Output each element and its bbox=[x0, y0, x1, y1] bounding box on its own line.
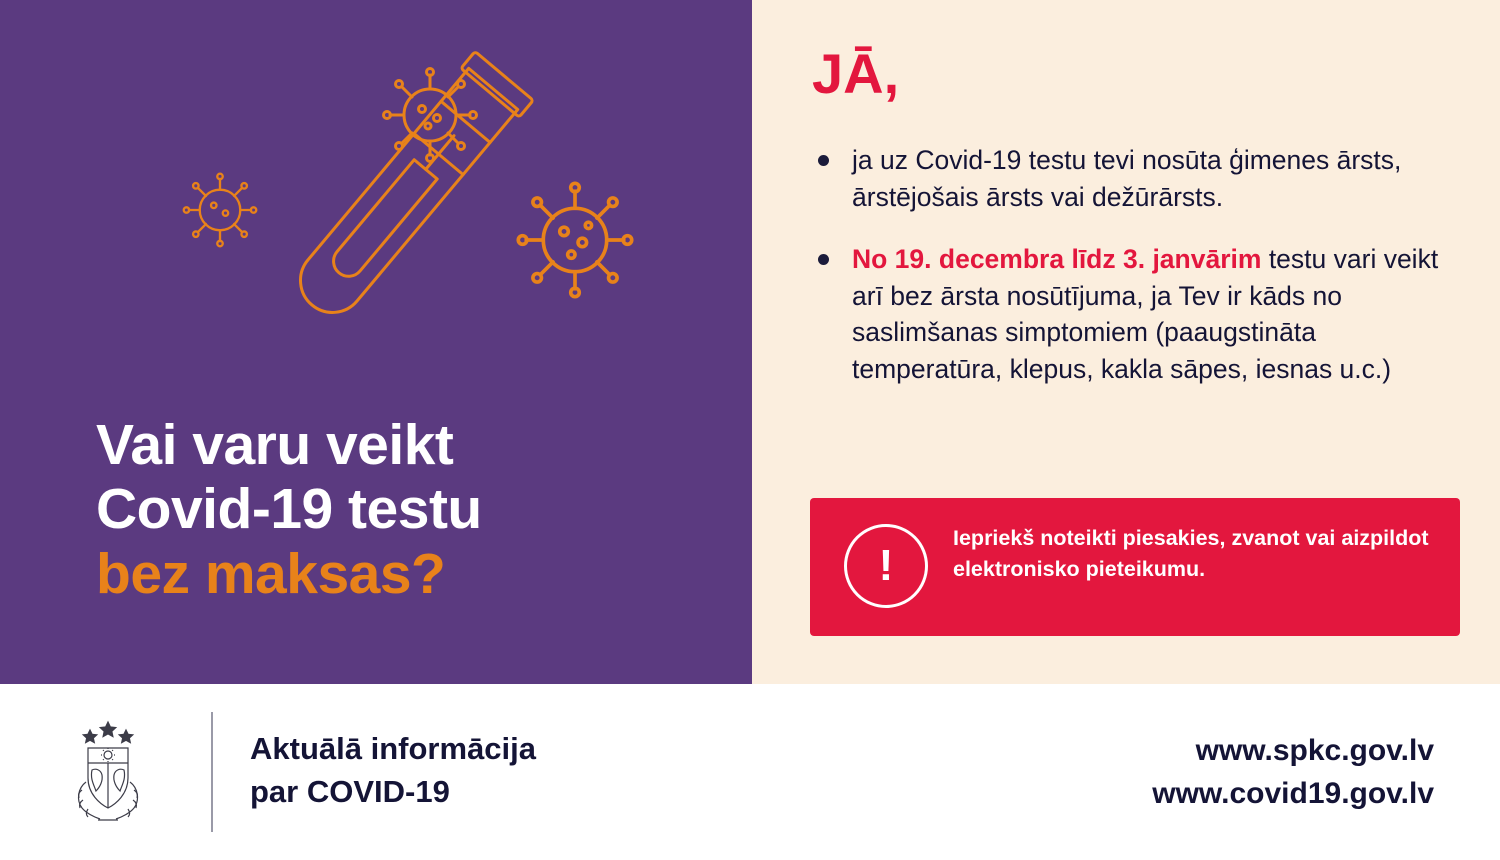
headline-line-2: Covid-19 testu bbox=[96, 477, 482, 542]
footer-info-line-2: par COVID-19 bbox=[250, 773, 450, 809]
headline-line-accent: bez maksas? bbox=[96, 541, 446, 606]
headline-line-1: Vai varu veikt bbox=[96, 412, 454, 477]
test-tube-and-virus-illustration bbox=[110, 20, 670, 380]
exclamation-mark-icon: ! bbox=[844, 524, 928, 608]
list-item-highlight: No 19. decembra līdz 3. janvārim bbox=[852, 244, 1262, 275]
list-item bbox=[810, 142, 1458, 215]
status-badge bbox=[810, 498, 1460, 636]
bullet-dot-icon bbox=[818, 254, 829, 265]
latvia-coat-of-arms bbox=[52, 716, 164, 828]
yes-title: JĀ, bbox=[812, 42, 900, 105]
list-item bbox=[810, 241, 1458, 387]
left-panel bbox=[0, 0, 752, 684]
link-covid19[interactable]: www.covid19.gov.lv bbox=[1152, 776, 1434, 810]
right-panel bbox=[752, 0, 1500, 684]
list-item-rest: testu vari veikt arī bez ārsta nosūtījuma, ja Tev ir kāds no saslimšanas simptomiem (paaugstināta temperatūra, klepus, kakla sāpes, iesnas u.c.) bbox=[852, 244, 1439, 384]
footer-info-text bbox=[250, 728, 536, 814]
footer-divider bbox=[211, 712, 213, 832]
footer bbox=[0, 684, 1500, 860]
alert-text: Iepriekš noteikti piesakies, zvanot vai aizpildot elektronisko pieteikumu. bbox=[953, 526, 1429, 581]
bullet-dot-icon bbox=[818, 155, 829, 166]
footer-links bbox=[1152, 730, 1434, 815]
answer-list bbox=[810, 142, 1458, 413]
page-title bbox=[96, 413, 716, 606]
link-spkc[interactable]: www.spkc.gov.lv bbox=[1195, 734, 1434, 767]
footer-info-line-1: Aktuālā informācija bbox=[250, 731, 536, 766]
list-item-text: ja uz Covid-19 testu tevi nosūta ģimenes ārsts, ārstējošais ārsts vai dežūrārsts. bbox=[852, 145, 1402, 212]
list-item-text bbox=[852, 241, 1458, 387]
